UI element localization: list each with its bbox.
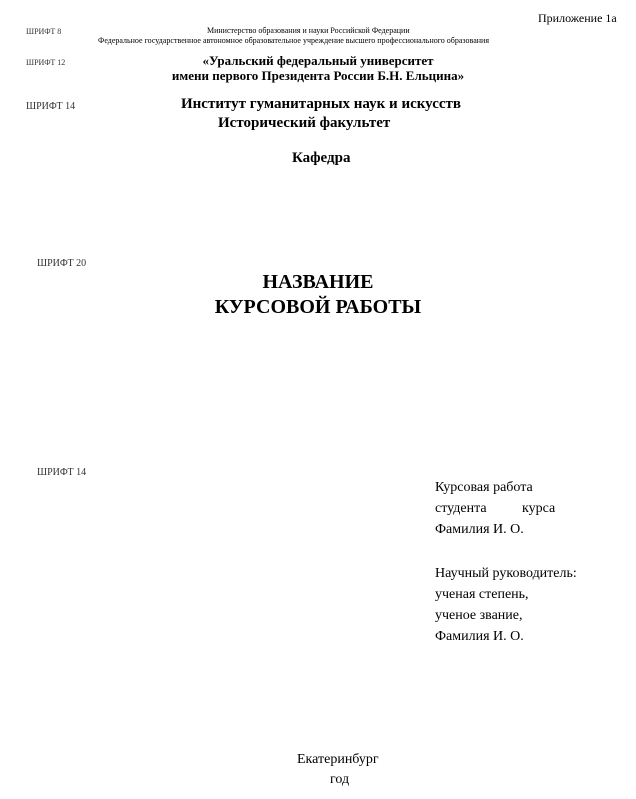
faculty-name: Исторический факультет <box>218 115 391 131</box>
supervisor-title: ученое звание, <box>435 608 523 623</box>
work-title-line2: КУРСОВОЙ РАБОТЫ <box>214 296 422 318</box>
supervisor-degree: ученая степень, <box>435 587 529 602</box>
font-size-20-note: ШРИФТ 20 <box>37 258 87 269</box>
institute-name: Институт гуманитарных наук и искусств <box>181 96 461 112</box>
federal-institution-line: Федеральное государственное автономное образовательное учреждение высшего профессионального образования <box>98 36 490 45</box>
course-label: курса <box>522 501 556 516</box>
student-work-type: Курсовая работа <box>435 480 533 495</box>
supervisor-name: Фамилия И. О. <box>435 629 524 644</box>
font-size-8-note: ШРИФТ 8 <box>26 27 62 36</box>
font-size-12-note: ШРИФТ 12 <box>26 58 66 67</box>
university-name-line2: имени первого Президента России Б.Н. Ельцина» <box>171 68 465 83</box>
department-name: Кафедра <box>292 150 351 166</box>
student-name: Фамилия И. О. <box>435 522 524 537</box>
city-name: Екатеринбург <box>297 752 379 767</box>
font-size-14-note-bottom: ШРИФТ 14 <box>37 467 87 478</box>
ministry-line: Министерство образования и науки Российской Федерации <box>207 26 410 35</box>
student-label: студента <box>435 501 487 516</box>
work-title-line1: НАЗВАНИЕ <box>262 271 374 293</box>
appendix-label: Приложение 1а <box>538 11 617 25</box>
year-placeholder: год <box>330 772 350 787</box>
font-size-14-note-top: ШРИФТ 14 <box>26 101 76 112</box>
supervisor-label: Научный руководитель: <box>435 566 577 581</box>
university-name-line1: «Уральский федеральный университет <box>202 53 434 68</box>
